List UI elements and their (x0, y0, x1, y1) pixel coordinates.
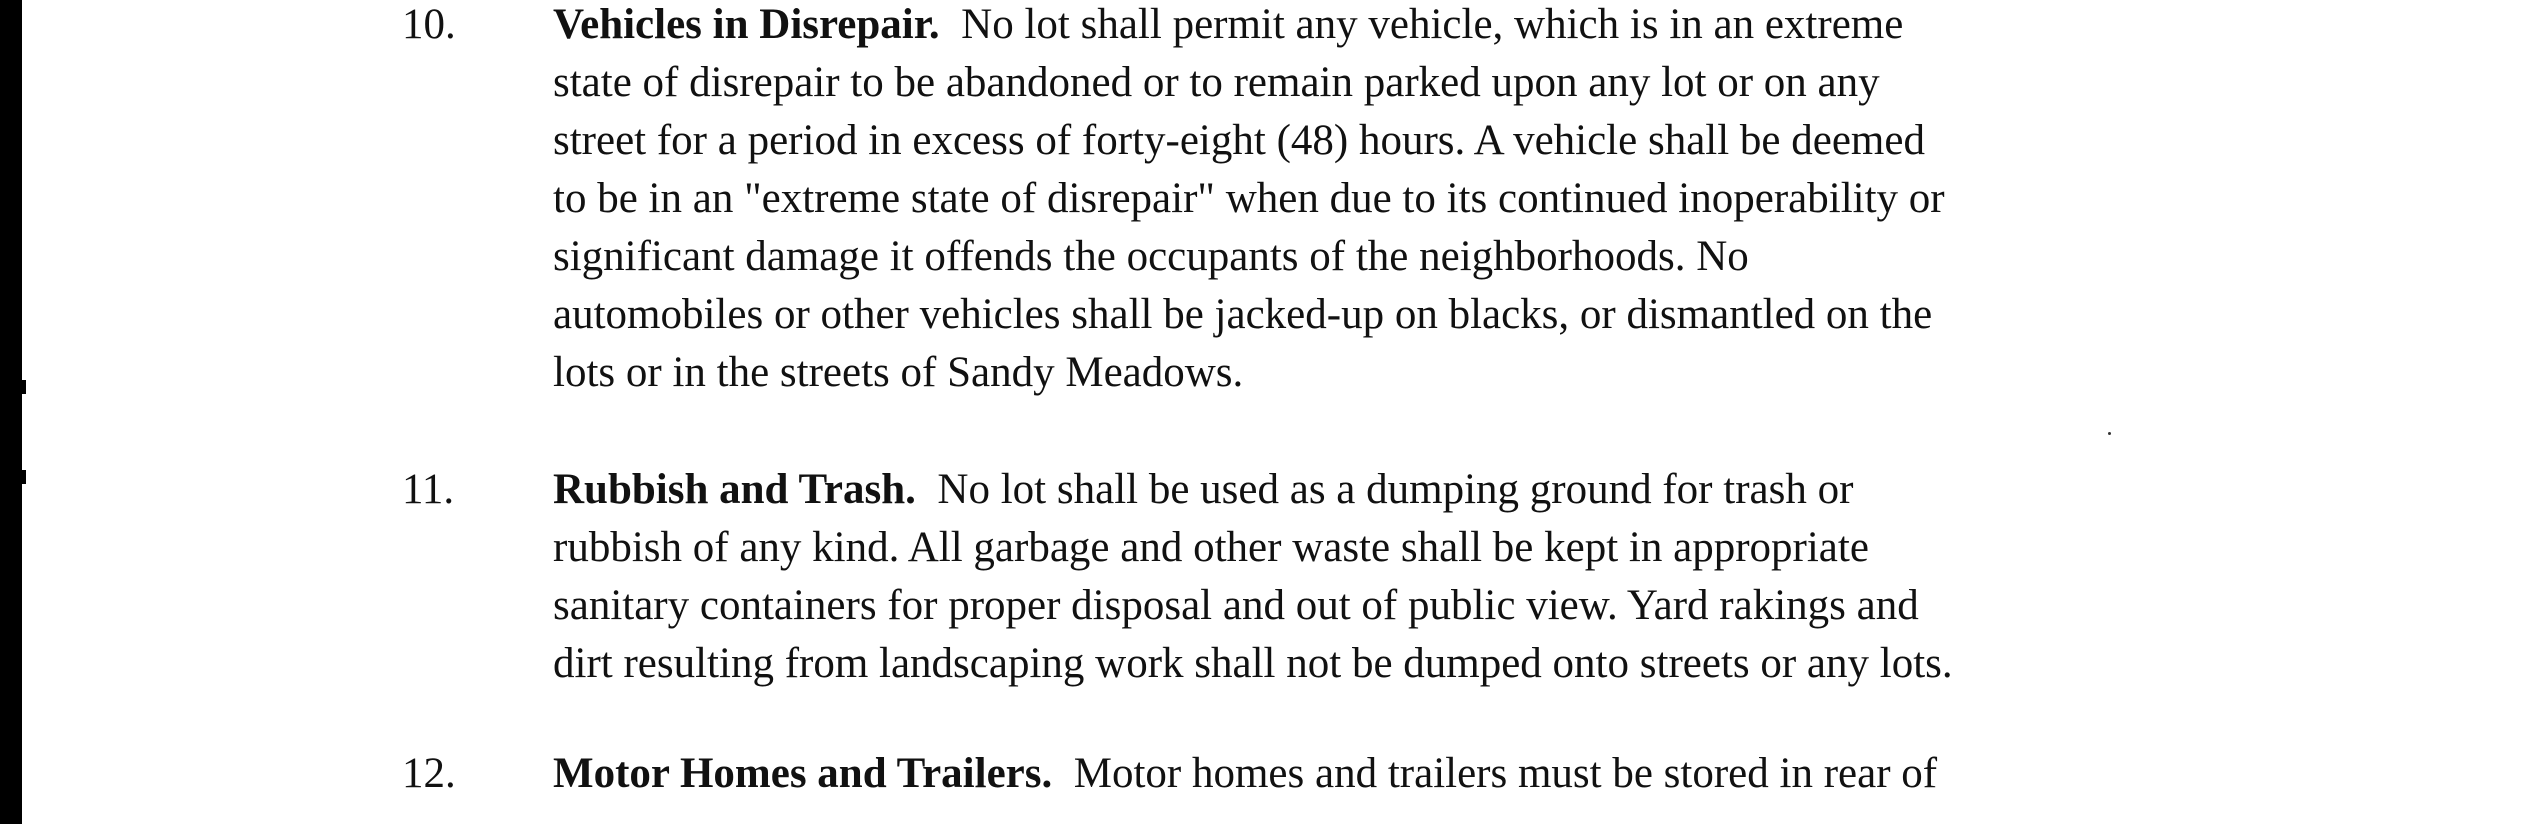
scan-artifact (22, 380, 26, 394)
section-title: Rubbish and Trash. (553, 466, 916, 513)
section-title: Vehicles in Disrepair. (553, 1, 940, 48)
section-body (553, 0, 2193, 402)
scan-border (0, 0, 22, 824)
section-line: lots or in the streets of Sandy Meadows. (553, 349, 1244, 396)
section-line: significant damage it offends the occupants of the neighborhoods. No (553, 233, 1749, 280)
section-line: No lot shall be used as a dumping ground for trash or (937, 466, 1854, 513)
section-number: 10. (402, 1, 456, 48)
section-body (553, 461, 2193, 693)
section-line: street for a period in excess of forty-eight (48) hours. A vehicle shall be deemed (553, 117, 1925, 164)
section-line: sanitary containers for proper disposal and out of public view. Yard rakings and (553, 582, 1919, 629)
scan-speck (2108, 432, 2111, 435)
section-number: 11. (402, 466, 455, 513)
section-line: No lot shall permit any vehicle, which is in an extreme (961, 1, 1904, 48)
section-line: rubbish of any kind. All garbage and other waste shall be kept in appropriate (553, 524, 1869, 571)
section-line: Motor homes and trailers must be stored in rear of (1073, 750, 1938, 797)
section-first-line (553, 461, 2193, 519)
section-first-line (553, 745, 2193, 803)
section-number: 12. (402, 750, 456, 797)
section-title: Motor Homes and Trailers. (553, 750, 1053, 797)
section-line: automobiles or other vehicles shall be jacked-up on blacks, or dismantled on the (553, 291, 1933, 338)
section-first-line (553, 0, 2193, 54)
section-line: to be in an "extreme state of disrepair" when due to its continued inoperability or (553, 175, 1945, 222)
section-line: dirt resulting from landscaping work shall not be dumped onto streets or any lots. (553, 640, 1953, 687)
section-line: state of disrepair to be abandoned or to remain parked upon any lot or on any (553, 59, 1880, 106)
scan-artifact (22, 470, 26, 484)
section-body (553, 745, 2193, 803)
